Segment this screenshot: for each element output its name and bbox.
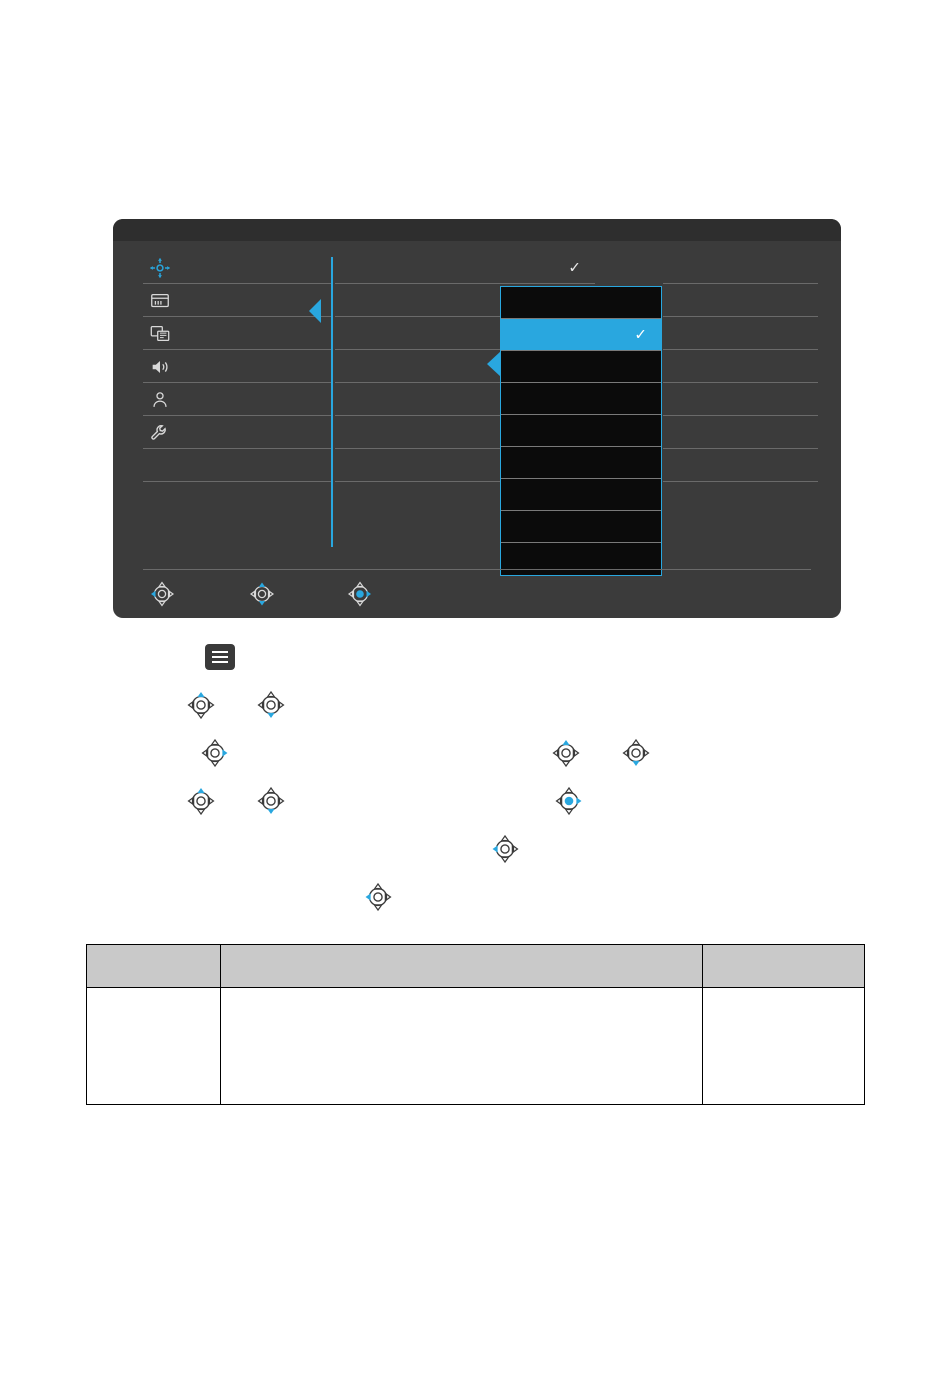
sidebar-item-gaming[interactable]: [143, 251, 333, 284]
joystick-left-icon: [482, 832, 528, 871]
table-cell: [703, 988, 865, 1105]
hamburger-bars-icon: [212, 651, 228, 663]
nav-back[interactable]: [145, 579, 185, 609]
option-item[interactable]: [501, 479, 661, 511]
display-icon: [143, 290, 177, 312]
spec-table: [86, 944, 865, 1105]
osd-title-bar: [113, 219, 841, 241]
osd-menu-column: [143, 251, 333, 482]
nav-move[interactable]: [245, 579, 285, 609]
submenu-caret: [309, 299, 321, 323]
crosshair-icon: [143, 257, 177, 279]
option-item[interactable]: [501, 287, 661, 319]
sidebar-item-user[interactable]: [143, 383, 333, 416]
joystick-right-icon: [192, 736, 238, 775]
table-row: [87, 988, 865, 1105]
sidebar-item-pip-pbp[interactable]: [143, 317, 333, 350]
user-icon: [143, 389, 177, 411]
joystick-up-icon: [178, 784, 224, 823]
right-row: [663, 251, 818, 284]
right-row: [663, 284, 818, 317]
joystick-select-icon: [343, 579, 377, 609]
row-divider: [143, 481, 333, 482]
sidebar-item-settings[interactable]: [143, 416, 333, 449]
joystick-left-icon: [355, 880, 401, 919]
option-item[interactable]: [501, 415, 661, 447]
option-item[interactable]: [501, 383, 661, 415]
check-icon: ✓: [568, 259, 581, 276]
table-header-row: [87, 945, 865, 988]
osd-panel: [113, 219, 841, 618]
joystick-updown-icon: [245, 579, 279, 609]
osd-bottom-divider: [143, 569, 811, 570]
option-item[interactable]: [501, 351, 661, 383]
right-row: [663, 317, 818, 350]
sidebar-item-picture[interactable]: [143, 284, 333, 317]
option-item[interactable]: [501, 447, 661, 479]
osd-bottom-nav: [135, 577, 825, 617]
sidebar-item-blank-1: [143, 449, 333, 482]
joystick-up-icon: [543, 736, 589, 775]
table-header-cell: [221, 945, 703, 988]
settings-wrench-icon: [143, 422, 177, 444]
speaker-icon: [143, 356, 177, 378]
option-item[interactable]: [501, 543, 661, 575]
joystick-select-icon: [546, 784, 592, 823]
right-row: [663, 449, 818, 482]
option-item[interactable]: [501, 511, 661, 543]
row-divider: [663, 481, 818, 482]
joystick-up-icon: [178, 688, 224, 727]
right-row: [663, 350, 818, 383]
check-icon: ✓: [634, 326, 647, 344]
menu-icon: [205, 644, 235, 670]
osd-body: [113, 241, 841, 575]
table-cell: [221, 988, 703, 1105]
right-row: [663, 383, 818, 416]
option-caret: [487, 351, 501, 377]
joystick-left-icon: [145, 579, 179, 609]
right-row: [663, 416, 818, 449]
sidebar-item-audio[interactable]: [143, 350, 333, 383]
nav-select[interactable]: [343, 579, 383, 609]
joystick-down-icon: [613, 736, 659, 775]
osd-right-column: [663, 251, 818, 482]
table-header-cell: [87, 945, 221, 988]
pip-pbp-icon: [143, 323, 177, 345]
table-cell: [87, 988, 221, 1105]
table-header-cell: [703, 945, 865, 988]
submenu-item[interactable]: [335, 251, 595, 284]
osd-option-list: [500, 286, 662, 576]
option-item-selected[interactable]: [501, 319, 661, 351]
joystick-down-icon: [248, 784, 294, 823]
joystick-down-icon: [248, 688, 294, 727]
column-divider: [331, 257, 333, 547]
